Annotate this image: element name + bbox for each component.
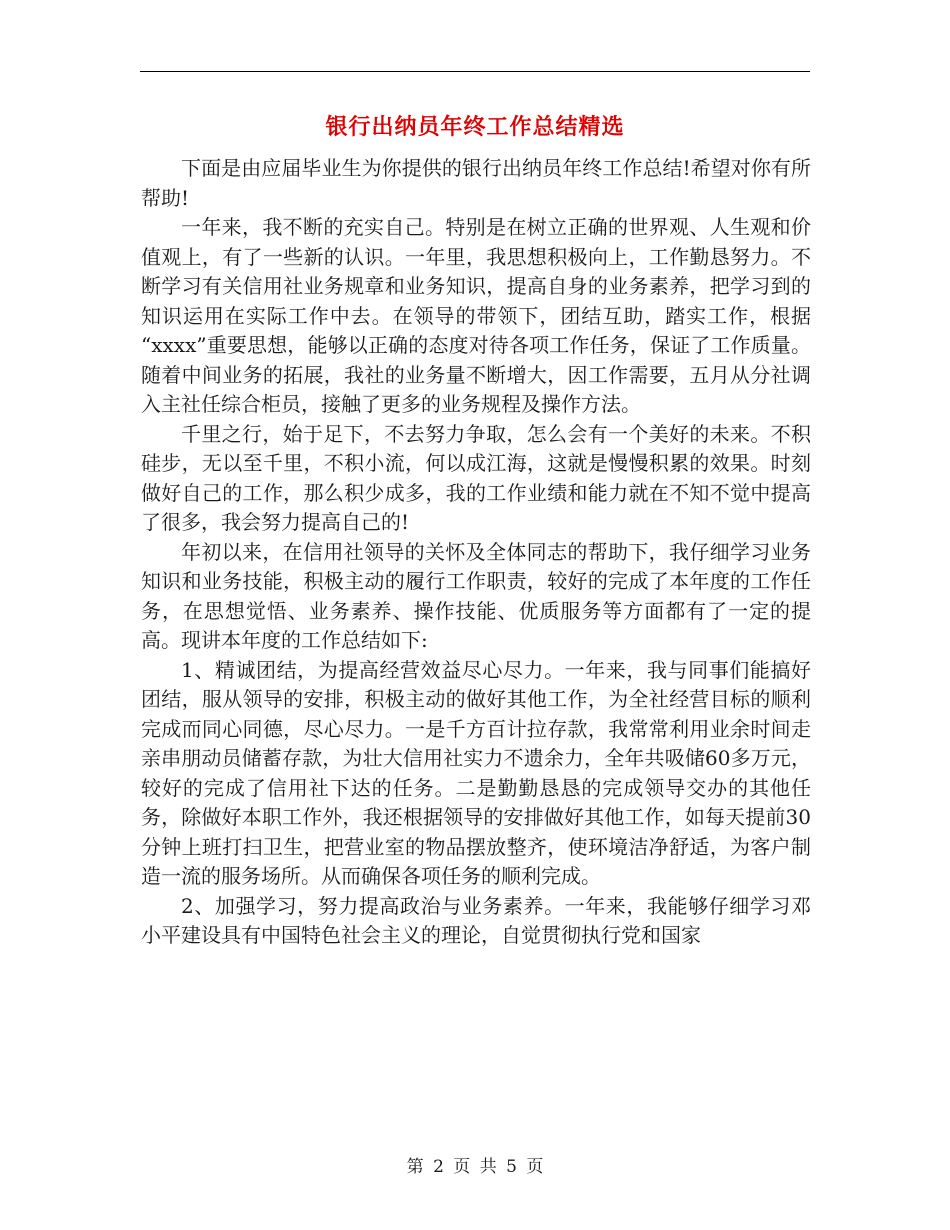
document-title: 银行出纳员年终工作总结精选 — [325, 114, 625, 140]
page-footer: 第 2 页 共 5 页 — [406, 1157, 544, 1177]
paragraph-accumulation: 千里之行，始于足下，不去努力争取，怎么会有一个美好的未来。不积硅步，无以至千里，不积小流，何以成江海，这就是慢慢积累的效果。时刻做好自己的工作，那么积少成多，我的工作业绩和能力就在不知不觉中提高了很多，我会努力提高自己的! — [141, 421, 811, 534]
paragraph-intro: 下面是由应届毕业生为你提供的银行出纳员年终工作总结!希望对你有所帮助! — [141, 156, 811, 210]
document-body — [141, 154, 811, 951]
paragraph-summary-intro: 年初以来，在信用社领导的关怀及全体同志的帮助下，我仔细学习业务知识和业务技能，积极主动的履行工作职责，较好的完成了本年度的工作任务，在思想觉悟、业务素养、操作技能、优质服务等方面都有了一定的提高。现讲本年度的工作总结如下: — [141, 539, 811, 652]
paragraph-section-1: 1、精诚团结，为提高经营效益尽心尽力。一年来，我与同事们能搞好团结，服从领导的安排，积极主动的做好其他工作，为全社经营目标的顺利完成而同心同德，尽心尽力。一是千方百计拉存款，我常常利用业余时间走亲串朋动员储蓄存款，为壮大信用社实力不遗余力，全年共吸储60多万元，较好的完成了信用社下达的任务。二是勤勤恳恳的完成领导交办的其他任务，除做好本职工作外，我还根据领导的安排做好其他工作，如每天提前30分钟上班打扫卫生，把营业室的物品摆放整齐，使环境洁净舒适，为客户制造一流的服务场所。从而确保各项任务的顺利完成。 — [141, 657, 811, 888]
header-rule — [140, 71, 810, 72]
paragraph-self-improvement: 一年来，我不断的充实自己。特别是在树立正确的世界观、人生观和价值观上，有了一些新的认识。一年里，我思想积极向上，工作勤恳努力。不断学习有关信用社业务规章和业务知识，提高自身的业务素养，把学习到的知识运用在实际工作中去。在领导的带领下，团结互助，踏实工作，根据 “xxxx”重要思想，能够以正确的态度对待各项工作任务，保证了工作质量。随着中间业务的拓展，我社的业务量不断增大，因工作需要，五月从分社调入主社任综合柜员，接触了更多的业务规程及操作方法。 — [141, 215, 811, 416]
paragraph-section-2: 2、加强学习，努力提高政治与业务素养。一年来，我能够仔细学习邓小平建设具有中国特色社会主义的理论，自觉贯彻执行党和国家 — [141, 893, 811, 947]
